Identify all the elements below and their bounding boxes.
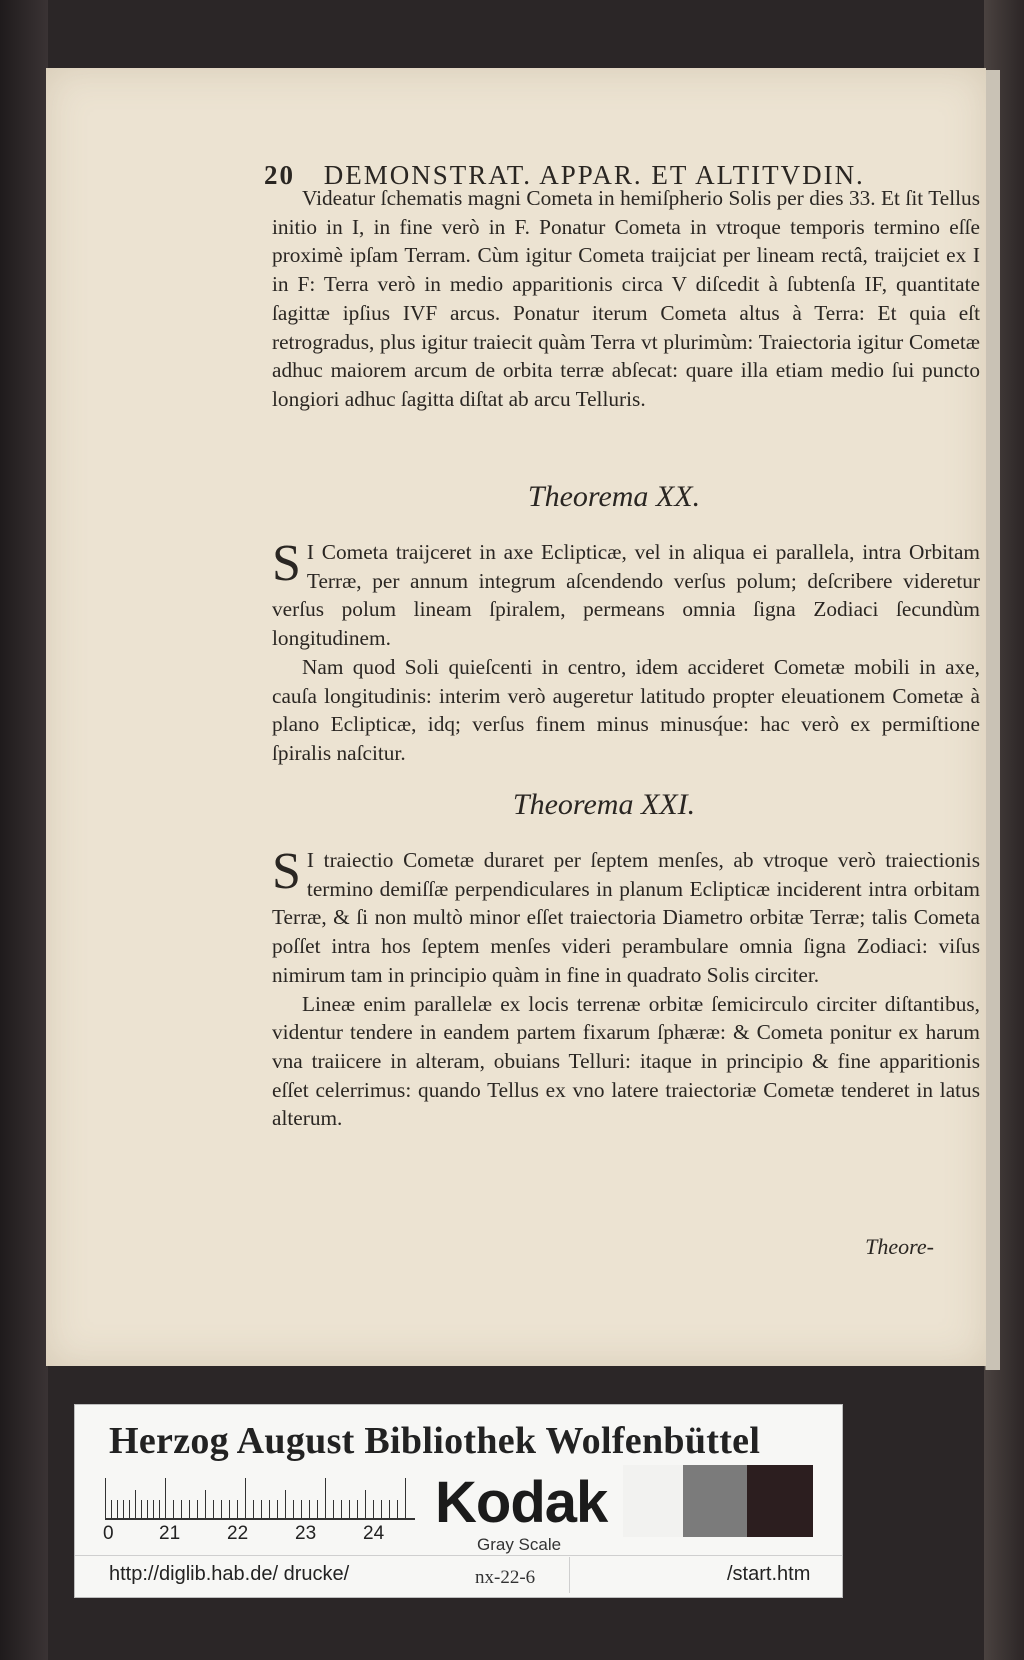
theorem-21-proof: Lineæ enim parallelæ ex locis terrenæ orbitæ ſemicirculo circiter diſtantibus, videntur tendere in eandem partem fixarum ſphæræ: & Cometa ponitur ex harum vna traiicere in alteram, obuians Telluri: itaque in principio & fine apparitionis eſſet celerrimus: quando Tellus ex vno latere traiectoriæ Cometæ tenderet in latus alterum. <box>272 991 980 1131</box>
page-edge-strip <box>985 70 1000 1370</box>
ruler-tick <box>405 1478 406 1518</box>
kodak-logo: Kodak <box>435 1470 608 1535</box>
ruler-tick <box>357 1500 358 1518</box>
theorem-20-proof: Nam quod Soli quieſcenti in centro, idem accideret Cometæ mobili in axe, cauſa longitudinis: interim verò augeretur latitudo propter eleuationem Cometæ à plano Eclipticæ, idq; verſus finem minus minusq́ue: hac verò ex permiſtione ſpiralis naſcitur. <box>272 654 980 765</box>
running-title: DEMONSTRAT. APPAR. ET ALTITVDIN. <box>323 160 865 190</box>
ruler-tick <box>317 1500 318 1518</box>
ruler-tick <box>365 1490 366 1518</box>
ruler-tick <box>277 1500 278 1518</box>
scale-ruler <box>105 1468 415 1520</box>
gray-scale-label: Gray Scale <box>477 1535 562 1554</box>
ruler-tick <box>117 1500 118 1518</box>
ruler-number: 24 <box>363 1523 385 1544</box>
theorem-20-dropcap: S <box>272 535 301 592</box>
ruler-tick <box>245 1478 246 1518</box>
ruler-tick <box>213 1500 214 1518</box>
theorem-20-statement-paragraph <box>272 535 980 653</box>
theorem-21-statement: I traiectio Cometæ duraret per ſeptem menſes, ab vtroque verò traiectionis termino demiſſæ perpendiculares in planum Eclipticæ inciderent intra orbitam Terræ, & ſi non multò minor eſſet traiectoria Diametro orbitæ Terræ; talis Cometa poſſet intra hos ſeptem menſes videri perambulare omnia ſigna Zodiaci: viſus nimirum tam in principio quàm in fine in quadrato Solis circiter. <box>272 848 980 987</box>
library-url: http://diglib.hab.de/ drucke/ <box>109 1563 350 1585</box>
theorem-20-title: Theorema XX. <box>527 480 701 513</box>
ruler-tick <box>389 1500 390 1518</box>
ruler-tick <box>105 1478 106 1518</box>
ruler-tick <box>141 1500 142 1518</box>
ruler-number: 23 <box>295 1523 317 1544</box>
ruler-tick <box>147 1500 148 1518</box>
ruler-tick <box>229 1500 230 1518</box>
gray-patch-dark <box>747 1465 813 1537</box>
ruler-tick <box>111 1500 112 1518</box>
ruler-tick <box>159 1500 160 1518</box>
ruler-tick <box>301 1500 302 1518</box>
ruler-tick <box>261 1500 262 1518</box>
ruler-numbers <box>103 1523 423 1547</box>
intro-paragraph: Videatur ſchematis magni Cometa in hemiſpherio Solis per dies 33. Et ſit Tellus initio in I, in fine verò in F. Ponatur Cometa in vtroque temporis termino eſſe proximè ipſam Terram. Cùm igitur Cometa traijciat per lineam rectâ, traijciet ex I in F: Terra verò in medio apparitionis circa V diſcedit à ſubtenſa IF, quantitate ſagittæ ipſius IVF arcus. Ponatur iterum Cometa altus à Terra: Et quia eſt retrogradus, plus igitur traiecit quàm Terra vt plurimùm: Traiectoria igitur Cometæ adhuc maiorem arcum de orbita terræ abſecat: quare illa etiam medio ſui puncto longiori adhuc ſagitta diſtat ab arcu Telluris. <box>272 186 980 411</box>
ruler-tick <box>253 1500 254 1518</box>
ruler-tick <box>309 1500 310 1518</box>
library-title: Herzog August Bibliothek Wolfenbüttel <box>109 1420 761 1462</box>
ruler-tick <box>293 1500 294 1518</box>
library-url-suffix: /start.htm <box>727 1563 811 1585</box>
ruler-tick <box>129 1500 130 1518</box>
ruler-number: 21 <box>159 1523 181 1544</box>
theorem-21-block <box>272 843 980 1133</box>
ruler-tick <box>381 1500 382 1518</box>
ruler-tick <box>165 1478 166 1518</box>
ruler-tick <box>221 1500 222 1518</box>
intro-paragraph-block <box>272 184 980 414</box>
ruler-tick <box>397 1500 398 1518</box>
ruler-number: 22 <box>227 1523 249 1544</box>
card-separator <box>569 1557 570 1593</box>
ruler-number: 0 <box>103 1523 114 1544</box>
ruler-tick <box>333 1500 334 1518</box>
ruler-tick <box>325 1478 326 1518</box>
ruler-tick <box>373 1500 374 1518</box>
ruler-tick <box>237 1500 238 1518</box>
page-number: 20 <box>264 160 295 190</box>
shelfmark: nx-22-6 <box>475 1567 536 1588</box>
card-divider <box>75 1555 842 1556</box>
ruler-tick <box>123 1500 124 1518</box>
gray-patch-white <box>623 1465 683 1537</box>
gray-patch-mid <box>683 1465 747 1537</box>
ruler-tick <box>189 1500 190 1518</box>
ruler-tick <box>349 1500 350 1518</box>
theorem-20-statement: I Cometa traijceret in axe Eclipticæ, vel in aliqua ei parallela, intra Orbitam Terræ, per annum integrum aſcendendo verſus polum; deſcribere videretur verſus polum lineam ſpiralem, permeans omnia ſigna Zodiaci ſecundùm longitudinem. <box>272 540 980 651</box>
ruler-tick <box>135 1490 136 1518</box>
book-page <box>46 68 986 1366</box>
ruler-tick <box>181 1500 182 1518</box>
theorem-20-block <box>272 535 980 768</box>
library-color-card <box>74 1404 843 1598</box>
ruler-tick <box>173 1500 174 1518</box>
theorem-21-dropcap: S <box>272 843 301 900</box>
ruler-tick <box>285 1490 286 1518</box>
ruler-tick <box>341 1500 342 1518</box>
ruler-tick <box>205 1490 206 1518</box>
ruler-tick <box>269 1500 270 1518</box>
book-cover-left <box>0 0 48 1660</box>
theorem-21-title: Theorema XXI. <box>512 788 696 821</box>
theorem-21-statement-paragraph <box>272 843 980 990</box>
catchword: Theore- <box>865 1234 934 1259</box>
ruler-tick <box>153 1500 154 1518</box>
ruler-tick <box>197 1500 198 1518</box>
